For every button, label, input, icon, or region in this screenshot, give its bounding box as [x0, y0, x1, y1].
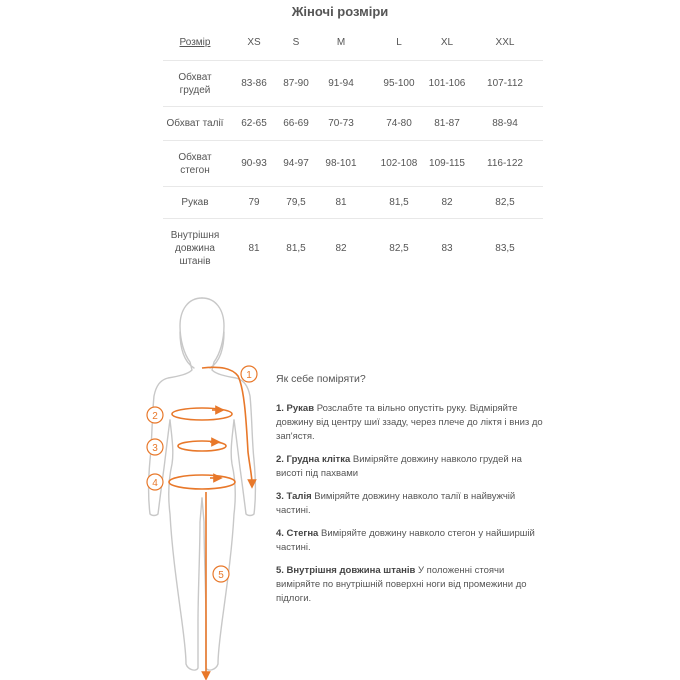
- table-cell: 91-94: [328, 78, 354, 89]
- size-column-header: XS: [247, 36, 261, 48]
- instruction-step: 1. Рукав Розслабте та вільно опустіть руку. Відміряйте довжину від центру шиї ззаду, через плече до ліктя і вниз до зап'ястя.: [276, 403, 543, 442]
- svg-text:1: 1: [246, 370, 252, 381]
- instruction-step: 5. Внутрішня довжина штанів У положенні стоячи виміряйте по внутрішній поверхні ноги від промежини до підлоги.: [276, 565, 527, 604]
- table-cell: 82: [335, 243, 347, 255]
- table-cell: 107-112: [487, 78, 523, 89]
- table-cell: 83,5: [495, 243, 515, 255]
- table-cell: 94-97: [283, 158, 309, 169]
- chest-measure-ellipse: [172, 408, 232, 420]
- svg-text:3: 3: [152, 443, 158, 454]
- body-outline: [149, 298, 256, 670]
- marker-4: [147, 474, 163, 490]
- table-cell: 81: [248, 243, 260, 255]
- table-cell: 70-73: [328, 118, 354, 129]
- table-row: [163, 187, 543, 219]
- table-cell: 116-122: [487, 158, 523, 169]
- table-cell: 101-106: [428, 78, 466, 89]
- size-column-header: L: [396, 36, 402, 48]
- instruction-step: 2. Грудна клітка Виміряйте довжину навколо грудей на висоті під пахвами: [276, 454, 522, 479]
- row-label: Обхват грудей: [178, 71, 212, 96]
- table-cell: 62-65: [241, 118, 267, 129]
- table-header-row: [163, 24, 543, 61]
- size-column-header: XL: [440, 36, 454, 48]
- table-cell: 79,5: [286, 197, 306, 208]
- instruction-step: 4. Стегна Виміряйте довжину навколо стегон у найширшій частині.: [276, 528, 535, 553]
- instruction-step: 3. Талія Виміряйте довжину навколо талії в найвужчій частині.: [276, 491, 516, 516]
- svg-text:5: 5: [218, 570, 224, 581]
- sleeve-measure-line: [202, 367, 252, 484]
- table-cell: 81: [335, 197, 347, 208]
- marker-2: [147, 407, 163, 423]
- svg-text:4: 4: [152, 478, 158, 489]
- measurement-instructions: [276, 372, 546, 615]
- table-row: [163, 107, 543, 141]
- table-cell: 74-80: [386, 118, 412, 129]
- svg-text:2: 2: [152, 411, 158, 422]
- table-row: [163, 61, 543, 107]
- marker-5: [213, 566, 229, 582]
- table-cell: 81,5: [389, 197, 409, 208]
- row-label: Рукав: [181, 197, 209, 208]
- table-cell: 66-69: [283, 118, 309, 129]
- size-column-header: M: [336, 36, 346, 48]
- table-cell: 83-86: [241, 78, 267, 89]
- table-cell: 90-93: [241, 158, 267, 169]
- size-column-header: S: [292, 36, 300, 48]
- table-cell: 87-90: [283, 78, 309, 89]
- table-cell: 88-94: [492, 118, 518, 129]
- row-label: Внутрішня довжина штанів: [170, 230, 220, 268]
- size-header-label: Розмір: [179, 36, 211, 48]
- table-cell: 82: [441, 197, 453, 208]
- instructions-heading: Як себе поміряти?: [276, 373, 366, 385]
- table-cell: 95-100: [383, 78, 415, 89]
- table-cell: 102-108: [380, 158, 418, 169]
- page-title: Жіночі розміри: [291, 4, 389, 19]
- hips-measure-ellipse: [169, 475, 235, 489]
- table-row: [163, 141, 543, 187]
- table-cell: 81,5: [286, 243, 306, 255]
- row-label: Обхват талії: [166, 118, 224, 129]
- marker-3: [147, 439, 163, 455]
- body-measurement-diagram: [140, 292, 270, 680]
- table-cell: 83: [441, 243, 453, 255]
- table-cell: 79: [248, 197, 260, 208]
- table-row: [163, 219, 543, 279]
- table-cell: 81-87: [434, 118, 460, 129]
- marker-1: [241, 366, 257, 382]
- size-column-header: XXL: [495, 36, 515, 48]
- table-cell: 98-101: [325, 158, 357, 169]
- waist-measure-ellipse: [178, 441, 226, 451]
- size-table: [163, 24, 543, 279]
- table-cell: 109-115: [429, 158, 465, 169]
- table-cell: 82,5: [495, 197, 515, 208]
- row-label: Обхват стегон: [178, 151, 212, 176]
- table-cell: 82,5: [389, 243, 409, 255]
